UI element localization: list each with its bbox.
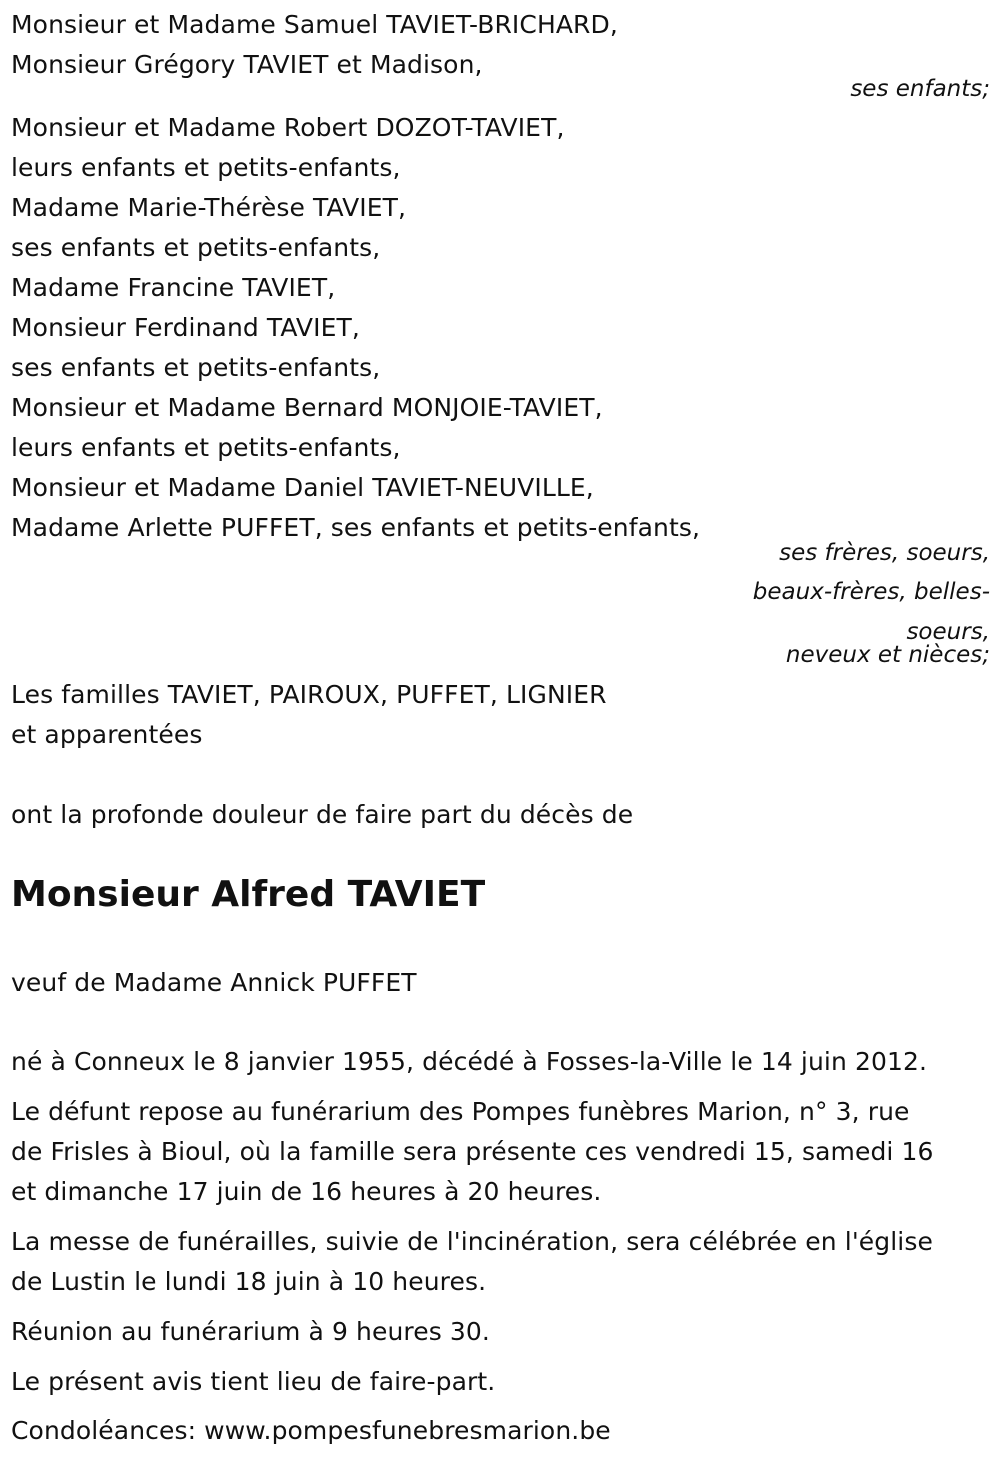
detail-line: La messe de funérailles, suivie de l'incinération, sera célébrée en l'église <box>11 1227 933 1256</box>
family-line: Monsieur Ferdinand TAVIET, <box>11 313 360 342</box>
family-line: Monsieur Grégory TAVIET et Madison, <box>11 50 483 79</box>
condolences-line: Condoléances: www.pompesfunebresmarion.be <box>11 1416 611 1445</box>
detail-line: et dimanche 17 juin de 16 heures à 20 heures. <box>11 1177 602 1206</box>
family-line: ses enfants et petits-enfants, <box>11 353 381 382</box>
detail-line: de Lustin le lundi 18 juin à 10 heures. <box>11 1267 487 1296</box>
widower-line: veuf de Madame Annick PUFFET <box>11 968 417 997</box>
family-line: Monsieur et Madame Robert DOZOT-TAVIET, <box>11 113 565 142</box>
family-line: Madame Marie-Thérèse TAVIET, <box>11 193 407 222</box>
family-line: et apparentées <box>11 720 203 749</box>
family-line: Madame Francine TAVIET, <box>11 273 336 302</box>
family-line: Monsieur et Madame Samuel TAVIET-BRICHARD, <box>11 10 618 39</box>
family-line: Monsieur et Madame Bernard MONJOIE-TAVIET, <box>11 393 603 422</box>
detail-line: de Frisles à Bioul, où la famille sera présente ces vendredi 15, samedi 16 <box>11 1137 934 1166</box>
detail-line: Le présent avis tient lieu de faire-part. <box>11 1367 496 1396</box>
relation-label: ses frères, soeurs, <box>779 540 990 566</box>
family-line: Les familles TAVIET, PAIROUX, PUFFET, LIGNIER <box>11 680 607 709</box>
detail-line: né à Conneux le 8 janvier 1955, décédé à Fosses-la-Ville le 14 juin 2012. <box>11 1047 928 1076</box>
detail-line: Le défunt repose au funérarium des Pompes funèbres Marion, n° 3, rue <box>11 1097 910 1126</box>
relation-label: beaux-frères, belles- <box>752 579 990 605</box>
family-line: Monsieur et Madame Daniel TAVIET-NEUVILLE, <box>11 473 594 502</box>
family-line: Madame Arlette PUFFET, ses enfants et petits-enfants, <box>11 513 701 542</box>
family-line: leurs enfants et petits-enfants, <box>11 153 401 182</box>
family-line: leurs enfants et petits-enfants, <box>11 433 401 462</box>
announcement-text: ont la profonde douleur de faire part du décès de <box>11 800 634 829</box>
detail-line: Réunion au funérarium à 9 heures 30. <box>11 1317 490 1346</box>
relation-label: soeurs, <box>906 619 990 645</box>
deceased-name: Monsieur Alfred TAVIET <box>11 874 486 915</box>
relation-label: ses enfants; <box>850 76 990 102</box>
relation-label: neveux et nièces; <box>785 642 990 668</box>
family-line: ses enfants et petits-enfants, <box>11 233 381 262</box>
